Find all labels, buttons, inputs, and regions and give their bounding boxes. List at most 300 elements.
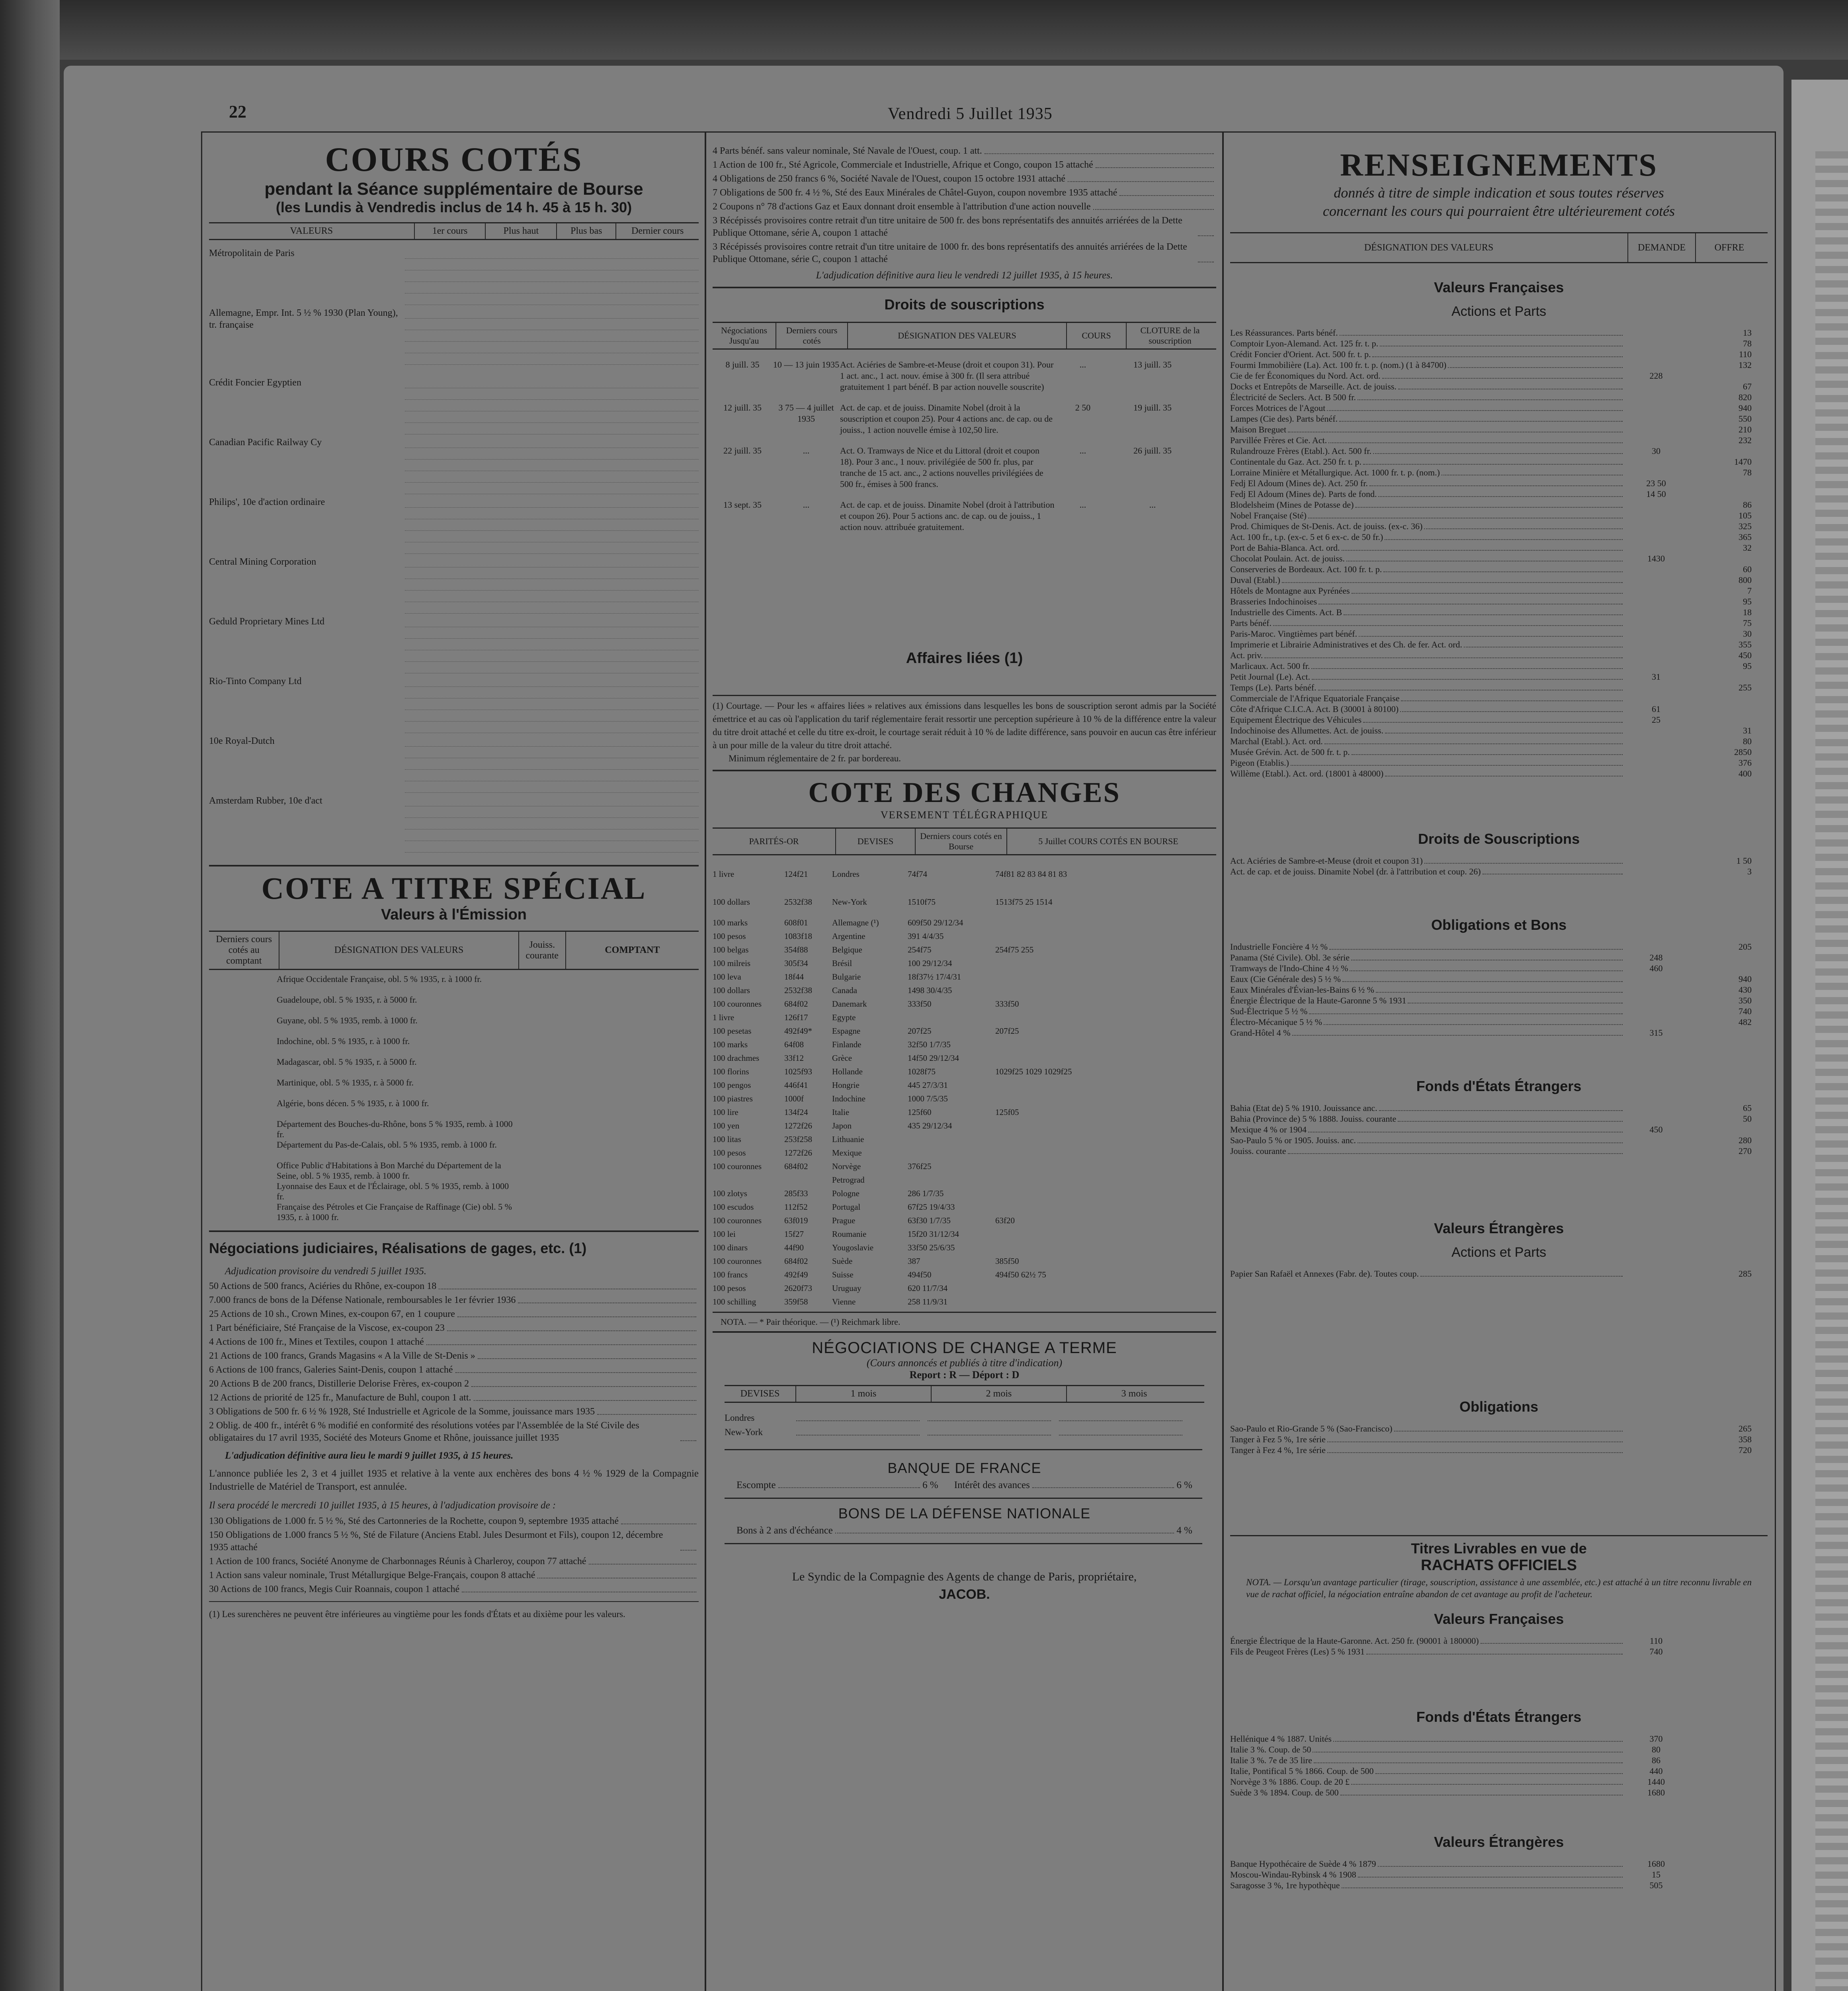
leader-dots — [1342, 550, 1623, 551]
cours-du-jour — [995, 1078, 1194, 1092]
valeur-name — [1230, 671, 1624, 682]
terme-cell — [1059, 1411, 1182, 1421]
renseignement-row — [1230, 542, 1768, 553]
dernier-cours: 1510f75 — [908, 897, 936, 907]
dernier-cours: 254f75 — [908, 945, 932, 954]
droits-date: 8 juill. 35 — [725, 360, 760, 370]
line-text: 1 Action sans valeur nominale, Trust Métallurgique Belge-Français, coupon 8 attaché — [209, 1570, 535, 1580]
leader-dots — [1344, 614, 1623, 615]
valeur-label: Parvillée Frères et Cie. Act. — [1230, 435, 1327, 445]
dernier-cours: 1498 30/4/35 — [908, 986, 952, 995]
dernier-cours: 376f25 — [908, 1162, 932, 1171]
col-valeurs: VALEURS — [209, 223, 415, 239]
parite-label: 100 escudos — [713, 1202, 754, 1212]
leader-dots — [1378, 1866, 1623, 1867]
parite-label: 100 couronnes — [713, 1256, 762, 1266]
security-block — [209, 675, 699, 735]
parite-label: 100 dollars — [713, 986, 750, 995]
line-text: 3 Récépissés provisoires contre retrait d'un titre unitaire de 1000 fr. des bons représentatifs des annuités arriérées de la Dette Publique Ottomane, série C, coupon 1 attaché — [713, 242, 1187, 264]
dernier-cours: 435 29/12/34 — [908, 1121, 952, 1130]
quote-line — [405, 377, 699, 388]
valeur-name — [1230, 682, 1624, 693]
adjudication-line — [713, 173, 1216, 185]
leader-dots — [1096, 167, 1214, 168]
valeur-label: Banque Hypothécaire de Suède 4 % 1879 — [1230, 1859, 1376, 1869]
leader-dots — [1328, 442, 1623, 443]
renseignement-row — [1230, 424, 1768, 435]
renseignements-rachats — [1230, 1635, 1768, 1657]
valeur-label: Moscou-Windau-Rybinsk 4 % 1908 — [1230, 1870, 1356, 1880]
demande-value: 315 — [1649, 1028, 1663, 1038]
demande-value: 740 — [1649, 1647, 1663, 1657]
valeur-name — [1230, 510, 1624, 521]
signature-name: JACOB. — [939, 1587, 990, 1602]
droits-row — [713, 402, 1216, 436]
valeur-name — [1230, 1733, 1624, 1744]
valeur-label: Électricité de Seclers. Act. B 500 fr. — [1230, 392, 1356, 402]
titre-special-row — [209, 1181, 699, 1202]
quote-line — [405, 412, 699, 423]
adjudication-line — [209, 1322, 699, 1334]
change-row — [713, 1011, 1216, 1024]
devise: Londres — [832, 869, 860, 879]
devise: Vienne — [832, 1297, 856, 1306]
offre-value: 110 — [1739, 349, 1752, 359]
valeur-name — [1230, 435, 1624, 446]
bons-defense-title: BONS DE LA DÉFENSE NATIONALE — [838, 1505, 1091, 1522]
leader-dots — [1383, 571, 1623, 572]
cours-du-jour: 333f50 — [995, 999, 1019, 1009]
valeur-name — [1230, 693, 1624, 704]
droits-date: 12 juill. 35 — [723, 403, 762, 413]
col-designation: DÉSIGNATION DES VALEURS — [279, 932, 519, 969]
offre-value: 270 — [1739, 1146, 1752, 1156]
parite-label: 100 pengos — [713, 1080, 751, 1090]
change-terme-subtitle: (Cours annoncés et publiés à titre d'indication) — [866, 1357, 1063, 1369]
offre-value: 365 — [1739, 532, 1752, 542]
jouissance-cell — [516, 1202, 559, 1222]
devise: Uruguay — [832, 1283, 861, 1293]
security-name: Amsterdam Rubber, 10e d'act — [209, 796, 322, 806]
adjudication-line — [209, 1294, 699, 1306]
parite-value: 44f90 — [784, 1243, 804, 1252]
parite-value: 33f12 — [784, 1053, 804, 1063]
comptant-cell — [559, 1036, 691, 1057]
adjudication-line — [209, 1392, 699, 1404]
change-row — [713, 1268, 1216, 1281]
parite-label: 100 yen — [713, 1121, 740, 1130]
renseignement-row — [1230, 1423, 1768, 1434]
valeur-label: Tramways de l'Indo-Chine 4 ½ % — [1230, 963, 1348, 973]
valeur-name — [1230, 596, 1624, 607]
security-quote-lines — [405, 675, 699, 735]
parite-value: 359f58 — [784, 1297, 808, 1306]
rule — [1230, 1535, 1768, 1536]
droits-body — [713, 359, 1216, 646]
parite-label: 100 florins — [713, 1067, 749, 1076]
quote-line — [405, 248, 699, 259]
cours-du-jour — [995, 1011, 1194, 1024]
parite-value: 253f258 — [784, 1134, 812, 1144]
parite-value: 684f02 — [784, 999, 808, 1009]
col-offre: OFFRE — [1714, 242, 1744, 253]
renseignement-row — [1230, 1635, 1768, 1646]
renseignement-row — [1230, 360, 1768, 370]
renseignement-row — [1230, 747, 1768, 757]
valeur-label: Hellénique 4 % 1887. Unités — [1230, 1734, 1332, 1744]
terme-cell — [928, 1425, 1051, 1436]
valeur-label: Fourmi Immobilière (La). Act. 100 fr. t. p. (nom.) (1 à 84700) — [1230, 360, 1447, 370]
renseignement-row — [1230, 661, 1768, 671]
devise: Finlande — [832, 1040, 861, 1049]
offre-value: 31 — [1743, 726, 1752, 735]
leader-dots — [1314, 1762, 1623, 1763]
cours-du-jour — [995, 984, 1194, 997]
parite-label: 100 marks — [713, 918, 748, 927]
droits-last: ... — [803, 446, 810, 456]
valeur-name — [1230, 866, 1624, 877]
terme-row — [725, 1425, 1204, 1439]
valeur-label: Rulandrouze Frères (Etabl.). Act. 500 fr. — [1230, 446, 1371, 456]
renseignement-row — [1230, 435, 1768, 446]
offre-value: 86 — [1743, 500, 1752, 510]
offre-value: 3 — [1747, 866, 1752, 876]
interet-label: Intérêt des avances — [954, 1480, 1030, 1490]
quote-line — [405, 308, 699, 319]
adjudication-line — [209, 1364, 699, 1376]
offre-value: 2850 — [1734, 747, 1752, 757]
valeur-name — [1230, 1744, 1624, 1755]
valeur-label: Duval (Etabl.) — [1230, 575, 1280, 585]
dernier-cours: 32f50 1/7/35 — [908, 1040, 951, 1049]
titre-special-row — [209, 1057, 699, 1078]
parite-label: 100 couronnes — [713, 1216, 762, 1225]
adjudication-line — [713, 187, 1216, 199]
valeur-name — [1230, 941, 1624, 952]
offre-value: 376 — [1739, 758, 1752, 768]
valeur-name — [1230, 1103, 1624, 1113]
titre-special-row — [209, 1160, 699, 1181]
droits-cours: ... — [1079, 446, 1086, 456]
renseignement-row — [1230, 553, 1768, 564]
col-plus-haut: Plus haut — [486, 223, 557, 239]
valeur-label: Marlicaux. Act. 500 fr. — [1230, 661, 1310, 671]
parite-label: 100 pesos — [713, 1283, 746, 1293]
quote-line — [405, 663, 699, 673]
quote-line — [405, 342, 699, 353]
offre-value: 358 — [1739, 1434, 1752, 1444]
renseignement-row — [1230, 704, 1768, 714]
quote-line — [405, 640, 699, 650]
designation-cell: Afrique Occidentale Française, obl. 5 % 1935, r. à 1000 fr. — [277, 974, 482, 984]
renseignement-row — [1230, 995, 1768, 1006]
demande-value: 460 — [1649, 963, 1663, 973]
parite-label: 100 milreis — [713, 958, 751, 968]
parite-label: 100 couronnes — [713, 999, 762, 1009]
change-row — [713, 888, 1216, 916]
change-row — [713, 1092, 1216, 1105]
devise: New-York — [832, 897, 867, 907]
renseignement-row — [1230, 757, 1768, 768]
devise: Canada — [832, 986, 857, 995]
quote-line — [405, 331, 699, 342]
cours-du-jour — [995, 1119, 1194, 1132]
valeur-label: Musée Grévin. Act. de 500 fr. t. p. — [1230, 747, 1350, 757]
quote-line — [405, 543, 699, 554]
valeur-label: Tanger à Fez 4 %, 1re série — [1230, 1445, 1326, 1455]
renseignement-row — [1230, 855, 1768, 866]
droits-text: Act. O. Tramways de Nice et du Littoral (droit et coupon 18). Pour 3 anc., 1 nouv. privilégiée de 500 fr. plus, par tranche de 15 act. anc., 2 actions nouvelles privilégiées de 500 fr., émises à 500 francs. — [840, 446, 1043, 489]
offre-value: 800 — [1739, 575, 1752, 585]
cours-du-jour — [995, 970, 1194, 984]
security-name: Métropolitain de Paris — [209, 248, 295, 258]
valeur-name — [1230, 499, 1624, 510]
renseignement-row — [1230, 1268, 1768, 1279]
offre-value: 95 — [1743, 597, 1752, 606]
adjudication-definitive: L'adjudication définitive aura lieu le vendredi 12 juillet 1935, à 15 heures. — [816, 270, 1113, 281]
devise: Hongrie — [832, 1080, 860, 1090]
valeur-label: Industrielle des Ciments. Act. B — [1230, 607, 1342, 617]
col-2-mois: 2 mois — [932, 1386, 1067, 1402]
change-row — [713, 1132, 1216, 1146]
devise: Lithuanie — [832, 1134, 864, 1144]
droits-date: 13 sept. 35 — [723, 500, 762, 510]
adjudication-line — [713, 201, 1216, 213]
parite-value: 2532f38 — [784, 986, 812, 995]
leader-dots — [1198, 235, 1214, 236]
security-quote-lines — [405, 735, 699, 795]
valeur-label: Commerciale de l'Afrique Equatoriale Française — [1230, 693, 1400, 703]
valeur-label: Sao-Paulo 5 % or 1905. Jouiss. anc. — [1230, 1135, 1356, 1145]
comptant-cell — [559, 1140, 691, 1160]
dernier-cours — [908, 1146, 995, 1160]
rule — [209, 1230, 699, 1232]
leader-dots — [1282, 582, 1623, 583]
line-text: 6 Actions de 100 francs, Galeries Saint-Denis, coupon 1 attaché — [209, 1365, 453, 1375]
col-cours-cotes: 5 Juillet COURS COTÉS EN BOURSE — [1038, 836, 1178, 846]
demande-value: 23 50 — [1646, 478, 1666, 488]
signature-line: Le Syndic de la Compagnie des Agents de change de Paris, propriétaire, — [792, 1570, 1137, 1583]
quote-line — [405, 842, 699, 853]
parite-value: 126f17 — [784, 1013, 808, 1022]
leader-dots — [471, 1386, 696, 1387]
rachats-note: NOTA. — Lorsqu'un avantage particulier (tirage, souscription, assistance à une assemblée, etc.) est attaché à un titre reconnu livrable en vue de rachat officiel, la négociation entraîne abandon de cet avantage au profit de l'acheteur. — [1246, 1577, 1752, 1599]
designation-cell: Algérie, bons décen. 5 % 1935, r. à 1000 fr. — [277, 1098, 429, 1108]
cours-du-jour — [995, 1227, 1194, 1241]
col-derniers-cours: Derniers cours cotés en Bourse — [916, 829, 1007, 854]
cours-du-jour — [995, 1092, 1194, 1105]
valeur-label: Industrielle Foncière 4 ½ % — [1230, 942, 1328, 952]
cours-du-jour: 1513f75 25 1514 — [995, 897, 1053, 907]
parite-label — [713, 1173, 784, 1187]
leader-dots — [1068, 181, 1214, 182]
leader-dots — [1352, 593, 1623, 594]
dernier-cours: 387 — [908, 1256, 920, 1266]
signature — [713, 1568, 1216, 1604]
quote-line — [405, 354, 699, 365]
leader-dots — [1372, 356, 1623, 357]
offre-value: 18 — [1743, 607, 1752, 617]
valeur-name — [1230, 413, 1624, 424]
leader-dots — [680, 1440, 696, 1441]
dernier-cours: 333f50 — [908, 999, 932, 1009]
jouissance-cell — [516, 1119, 559, 1140]
demande-value: 61 — [1652, 704, 1660, 714]
demande-value: 31 — [1652, 672, 1660, 682]
negociations-lines — [209, 1280, 699, 1444]
escompte-label: Escompte — [736, 1480, 776, 1490]
offre-value: 78 — [1743, 338, 1752, 348]
change-row — [713, 1146, 1216, 1160]
comptant-cell — [559, 995, 691, 1015]
demande-value: 228 — [1649, 371, 1663, 381]
devise: Hollande — [832, 1067, 863, 1076]
change-row — [713, 943, 1216, 956]
valeur-name — [1230, 1787, 1624, 1798]
rule — [713, 287, 1216, 288]
offre-value: 280 — [1739, 1135, 1752, 1145]
renseignements-subtitle-2: concernant les cours qui pourraient être ultérieurement cotés — [1323, 203, 1675, 219]
leader-dots — [1400, 711, 1623, 712]
leader-dots — [1424, 528, 1623, 529]
jouissance-cell — [516, 1140, 559, 1160]
quote-line — [405, 807, 699, 818]
valeur-name — [1230, 532, 1624, 542]
affaires-liees-footnote: (1) Courtage. — Pour les « affaires liées » relatives aux émissions dans lesquelles les bons de souscription seront admis par la Société émettrice et au cas où l'application du tarif réglementaire ferait ressortir une perception supérieure à 10 % de la différence entre la valeur du titre droit attaché et celle du titre ex-droit, le courtage serait réduit à 10 % de ladite différence, sans pouvoir en aucun cas être inférieur à un pour mille de la valeur du titre droit attaché. — [713, 701, 1216, 750]
leader-dots — [1366, 1654, 1623, 1655]
rule — [209, 1601, 699, 1602]
titre-special-title: COTE A TITRE SPÉCIAL — [261, 871, 647, 906]
valeur-name — [1230, 327, 1624, 338]
negociations-lines-2 — [209, 1515, 699, 1596]
devise: Egypte — [832, 1013, 856, 1022]
valeur-name — [1230, 349, 1624, 360]
section-actions-parts: Actions et Parts — [1451, 304, 1547, 319]
valeur-label: Côte d'Afrique C.I.C.A. Act. B (30001 à 80100) — [1230, 704, 1399, 714]
parite-value: 124f21 — [784, 869, 808, 879]
titre-special-row — [209, 1078, 699, 1098]
valeur-name — [1230, 1766, 1624, 1776]
line-text: 3 Obligations de 500 fr. 6 ½ % 1928, Sté Industrielle et Agricole de la Somme, jouissance mars 1935 — [209, 1406, 595, 1417]
valeur-name — [1230, 585, 1624, 596]
devise: Roumanie — [832, 1229, 867, 1239]
dernier-cours: 100 29/12/34 — [908, 958, 952, 968]
adjacent-page-text — [1815, 151, 1848, 1991]
rachats-title-2: RACHATS OFFICIELS — [1421, 1557, 1577, 1574]
designation-cell: Guyane, obl. 5 % 1935, remb. à 1000 fr. — [277, 1015, 418, 1025]
valeur-name — [1230, 446, 1624, 456]
titre-special-row — [209, 1036, 699, 1057]
cours-cotes-header — [209, 222, 699, 240]
leader-dots — [680, 1550, 696, 1551]
security-name: Canadian Pacific Railway Cy — [209, 437, 322, 448]
cours-du-jour — [995, 956, 1194, 970]
cours-du-jour — [995, 1146, 1194, 1160]
valeur-label: Électro-Mécanique 5 ½ % — [1230, 1017, 1322, 1027]
valeur-label: Parts bénéf. — [1230, 618, 1272, 628]
dernier-cours — [908, 1173, 995, 1187]
change-row — [713, 1024, 1216, 1038]
negociations-title-text: Négociations judiciaires, Réalisations de gages, etc. — [209, 1240, 565, 1256]
droits-last: ... — [803, 500, 810, 510]
parite-value: 492f49* — [784, 1026, 812, 1036]
parite-label: 100 couronnes — [713, 1162, 762, 1171]
leader-dots — [447, 1330, 696, 1331]
renseignement-row — [1230, 1733, 1768, 1744]
droits-row — [713, 359, 1216, 393]
valeur-label: Paris-Maroc. Vingtièmes part bénéf. — [1230, 629, 1358, 639]
leader-dots — [1340, 335, 1623, 336]
parite-label: 100 zlotys — [713, 1189, 747, 1198]
offre-value: 50 — [1743, 1114, 1752, 1124]
valeur-label: Act. priv. — [1230, 650, 1263, 660]
cours-du-jour — [995, 1241, 1194, 1254]
security-block — [209, 496, 699, 556]
renseignement-row — [1230, 403, 1768, 413]
negociations-footnote: (1) Les surenchères ne peuvent être inférieures au vingtième pour les fonds d'États et au dixième pour les valeurs. — [209, 1609, 625, 1619]
devise: Prague — [832, 1216, 856, 1225]
valeur-label: Fils de Peugeot Frères (Les) 5 % 1931 — [1230, 1647, 1365, 1657]
renseignement-row — [1230, 984, 1768, 995]
cours-du-jour — [995, 1132, 1194, 1146]
quote-line — [405, 401, 699, 411]
quote-line — [405, 483, 699, 494]
col-derniers-cours: Derniers cours cotés — [776, 323, 848, 348]
quote-line — [405, 796, 699, 806]
valeur-label: Chocolat Poulain. Act. de jouiss. — [1230, 553, 1345, 563]
renseignement-row — [1230, 693, 1768, 704]
valeur-label: Comptoir Lyon-Alemand. Act. 125 fr. t. p. — [1230, 338, 1379, 348]
comptant-cell — [559, 1057, 691, 1078]
offre-value: 350 — [1739, 996, 1752, 1005]
adjudication-line — [209, 1336, 699, 1348]
line-text: 4 Actions de 100 fr., Mines et Textiles, coupon 1 attaché — [209, 1337, 424, 1347]
middle-column — [713, 143, 1216, 1991]
valeur-label: Prod. Chimiques de St-Denis. Act. de jouiss. (ex-c. 36) — [1230, 521, 1423, 531]
offre-value: 67 — [1743, 381, 1752, 391]
dernier-cours: 18f37½ 17/4/31 — [908, 972, 961, 982]
valeur-label: Willème (Etabl.). Act. ord. (18001 à 48000) — [1230, 769, 1384, 778]
rachats-title-1: Titres Livrables en vue de — [1411, 1540, 1587, 1557]
valeur-name — [1230, 855, 1624, 866]
renseignement-row — [1230, 1445, 1768, 1455]
quote-line — [405, 580, 699, 591]
renseignement-row — [1230, 952, 1768, 963]
valeur-name — [1230, 1646, 1624, 1657]
renseignement-row — [1230, 682, 1768, 693]
leader-dots — [1119, 195, 1214, 196]
leader-dots — [1379, 1110, 1623, 1111]
line-text: 12 Actions de priorité de 125 fr., Manufacture de Buhl, coupon 1 att. — [209, 1393, 471, 1403]
adjudication-line — [209, 1406, 699, 1418]
col-cours: COURS — [1067, 323, 1127, 348]
valeur-name — [1230, 1423, 1624, 1434]
offre-value: 325 — [1739, 521, 1752, 531]
section-fonds-etrangers-2: Fonds d'États Étrangers — [1416, 1709, 1582, 1725]
renseignement-row — [1230, 628, 1768, 639]
security-quote-lines — [405, 436, 699, 496]
security-name: Geduld Proprietary Mines Ltd — [209, 616, 324, 627]
droits-row — [713, 445, 1216, 490]
valeur-name — [1230, 952, 1624, 963]
derniers-cours-cell — [209, 1036, 277, 1057]
renseignement-row — [1230, 736, 1768, 747]
valeur-name — [1230, 714, 1624, 725]
renseignement-row — [1230, 349, 1768, 360]
droits-header — [713, 322, 1216, 350]
valeur-label: Cie de fer Économiques du Nord. Act. ord. — [1230, 371, 1381, 381]
line-text: 1 Action de 100 francs, Société Anonyme de Charbonnages Réunis à Charleroy, coupon 77 attaché — [209, 1556, 586, 1567]
